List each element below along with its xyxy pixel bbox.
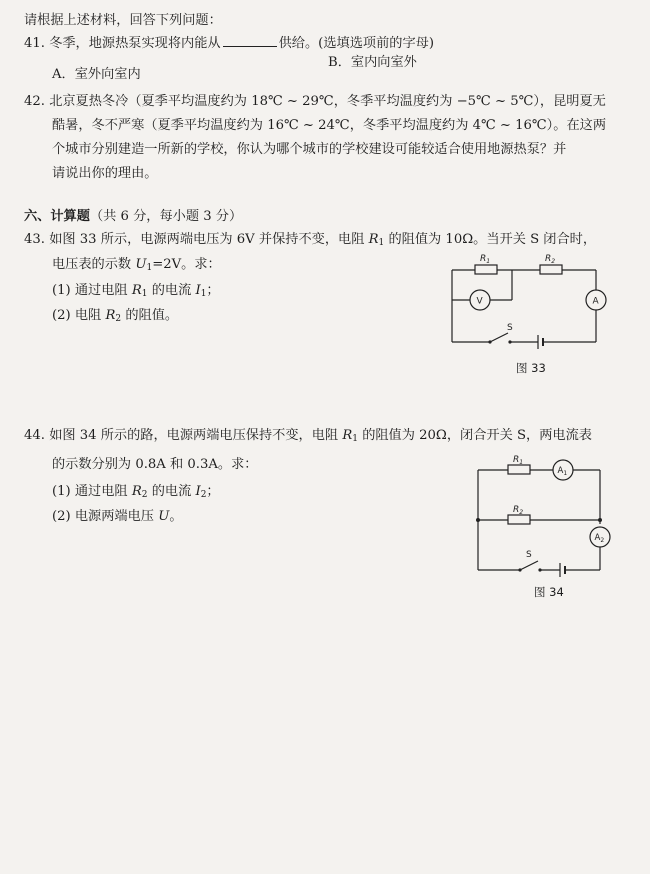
q43-text-1a: 如图 33 所示，电源两端电压为 6V 并保持不变，电阻 <box>49 232 365 247</box>
q42-line4: 请说出你的理由。 <box>52 166 158 181</box>
label-r1: $R_1$ <box>513 455 524 466</box>
q44-line1 <box>24 427 592 448</box>
label-r2: $R_2$ <box>545 254 556 265</box>
q43-number: 43. <box>24 232 45 247</box>
q41-text-pre: 冬季，地源热泵实现将内能从 <box>49 36 221 51</box>
var-R: R <box>131 484 142 499</box>
q44-sub2 <box>52 508 183 526</box>
var-R: R <box>131 283 142 298</box>
q43-sub1 <box>52 282 220 303</box>
var-sub: 1 <box>146 263 153 273</box>
figure-34-caption: 图 34 <box>534 585 564 599</box>
intro-text: 请根据上述材料，回答下列问题： <box>24 13 222 28</box>
var-R: R <box>368 232 379 247</box>
var-R: R <box>105 308 116 323</box>
q42-line3: 个城市分别建造一所新的学校，你认为哪个城市的学校建设可能较适合使用地源热泵？并 <box>52 142 567 157</box>
resistor-r2 <box>508 515 530 524</box>
q44-text-1b: 的阻值为 20Ω，闭合开关 S，两电流表 <box>362 428 592 443</box>
var-sub: 2 <box>141 490 148 500</box>
q42-text-1: 北京夏热冬冷（夏季平均温度约为 18℃ ~ 29℃，冬季平均温度约为 −5℃ ~ 5℃），昆明夏无 <box>49 94 606 109</box>
q41-text-post: 供给。(选填选项前的字母) <box>278 36 434 51</box>
label-s: S <box>526 550 532 560</box>
q43-line2 <box>52 256 221 277</box>
q43-s1b: 的电流 <box>151 283 192 298</box>
var-sub: 1 <box>352 434 358 444</box>
q43-text-1b: 的阻值为 10Ω。当开关 S 闭合时， <box>388 232 597 247</box>
q43-text-2a: 电压表的示数 <box>52 257 132 272</box>
switch-s <box>520 561 538 570</box>
q43-text-2b: =2V。求： <box>152 257 221 272</box>
q43-s2a: (2) 电阻 <box>52 308 102 323</box>
resistor-r1 <box>475 265 497 274</box>
q41-option-a: A．室外向室内 <box>52 67 141 82</box>
q41-stem <box>24 34 434 53</box>
var-U: U <box>158 509 170 524</box>
q44-s1b: 的电流 <box>151 484 192 499</box>
q44-s1a: (1) 通过电阻 <box>52 484 128 499</box>
q44-line2: 的示数分别为 0.8A 和 0.3A。求： <box>52 457 258 472</box>
q42-line2: 酷暑，冬不严寒（夏季平均温度约为 16℃ ~ 24℃，冬季平均温度约为 4℃ ~ 16℃）。在这两 <box>52 118 607 133</box>
var-sub: 1 <box>200 289 207 299</box>
q44-text-1a: 如图 34 所示的路，电源两端电压保持不变，电阻 <box>49 428 339 443</box>
var-I: I <box>195 283 201 298</box>
label-s: S <box>507 323 513 333</box>
q44-s2b: 。 <box>169 509 183 524</box>
label-a1: $A_1$ <box>557 466 568 477</box>
q44-s1c: ； <box>206 484 220 499</box>
q44-s2a: (2) 电源两端电压 <box>52 509 154 524</box>
resistor-r2 <box>540 265 562 274</box>
switch-s <box>490 333 508 342</box>
label-v: V <box>476 296 483 307</box>
q43-s1c: ； <box>206 283 220 298</box>
var-sub: 2 <box>200 490 207 500</box>
var-U: U <box>135 257 147 272</box>
q41-option-b: B．室内向室外 <box>328 55 417 70</box>
q42-line1 <box>24 93 606 111</box>
label-r1: $R_1$ <box>480 254 491 265</box>
q43-sub2 <box>52 307 178 328</box>
var-sub: 1 <box>378 238 385 248</box>
figure-33-caption: 图 33 <box>516 361 546 375</box>
figure-33-circuit <box>440 248 620 360</box>
q42-number: 42. <box>24 94 45 109</box>
label-a: A <box>592 296 599 307</box>
figure-34-circuit <box>468 452 618 582</box>
var-sub: 2 <box>115 314 122 324</box>
q43-s1a: (1) 通过电阻 <box>52 283 128 298</box>
section-heading <box>24 208 242 226</box>
var-I: I <box>195 484 201 499</box>
q43-s2b: 的阻值。 <box>125 308 179 323</box>
section-note: （共 6 分，每小题 3 分） <box>89 209 243 224</box>
section-title: 六、计算题 <box>24 209 90 224</box>
label-a2: $A_2$ <box>594 533 605 544</box>
label-r2: $R_2$ <box>513 505 524 516</box>
var-sub: 1 <box>141 289 148 299</box>
bleed-through-text <box>470 6 566 23</box>
q41-answer-blank[interactable] <box>223 34 277 47</box>
q44-number: 44. <box>24 428 45 443</box>
q44-sub1 <box>52 483 220 504</box>
var-R: R <box>342 428 353 443</box>
q41-number: 41. <box>24 36 45 51</box>
resistor-r1 <box>508 465 530 474</box>
